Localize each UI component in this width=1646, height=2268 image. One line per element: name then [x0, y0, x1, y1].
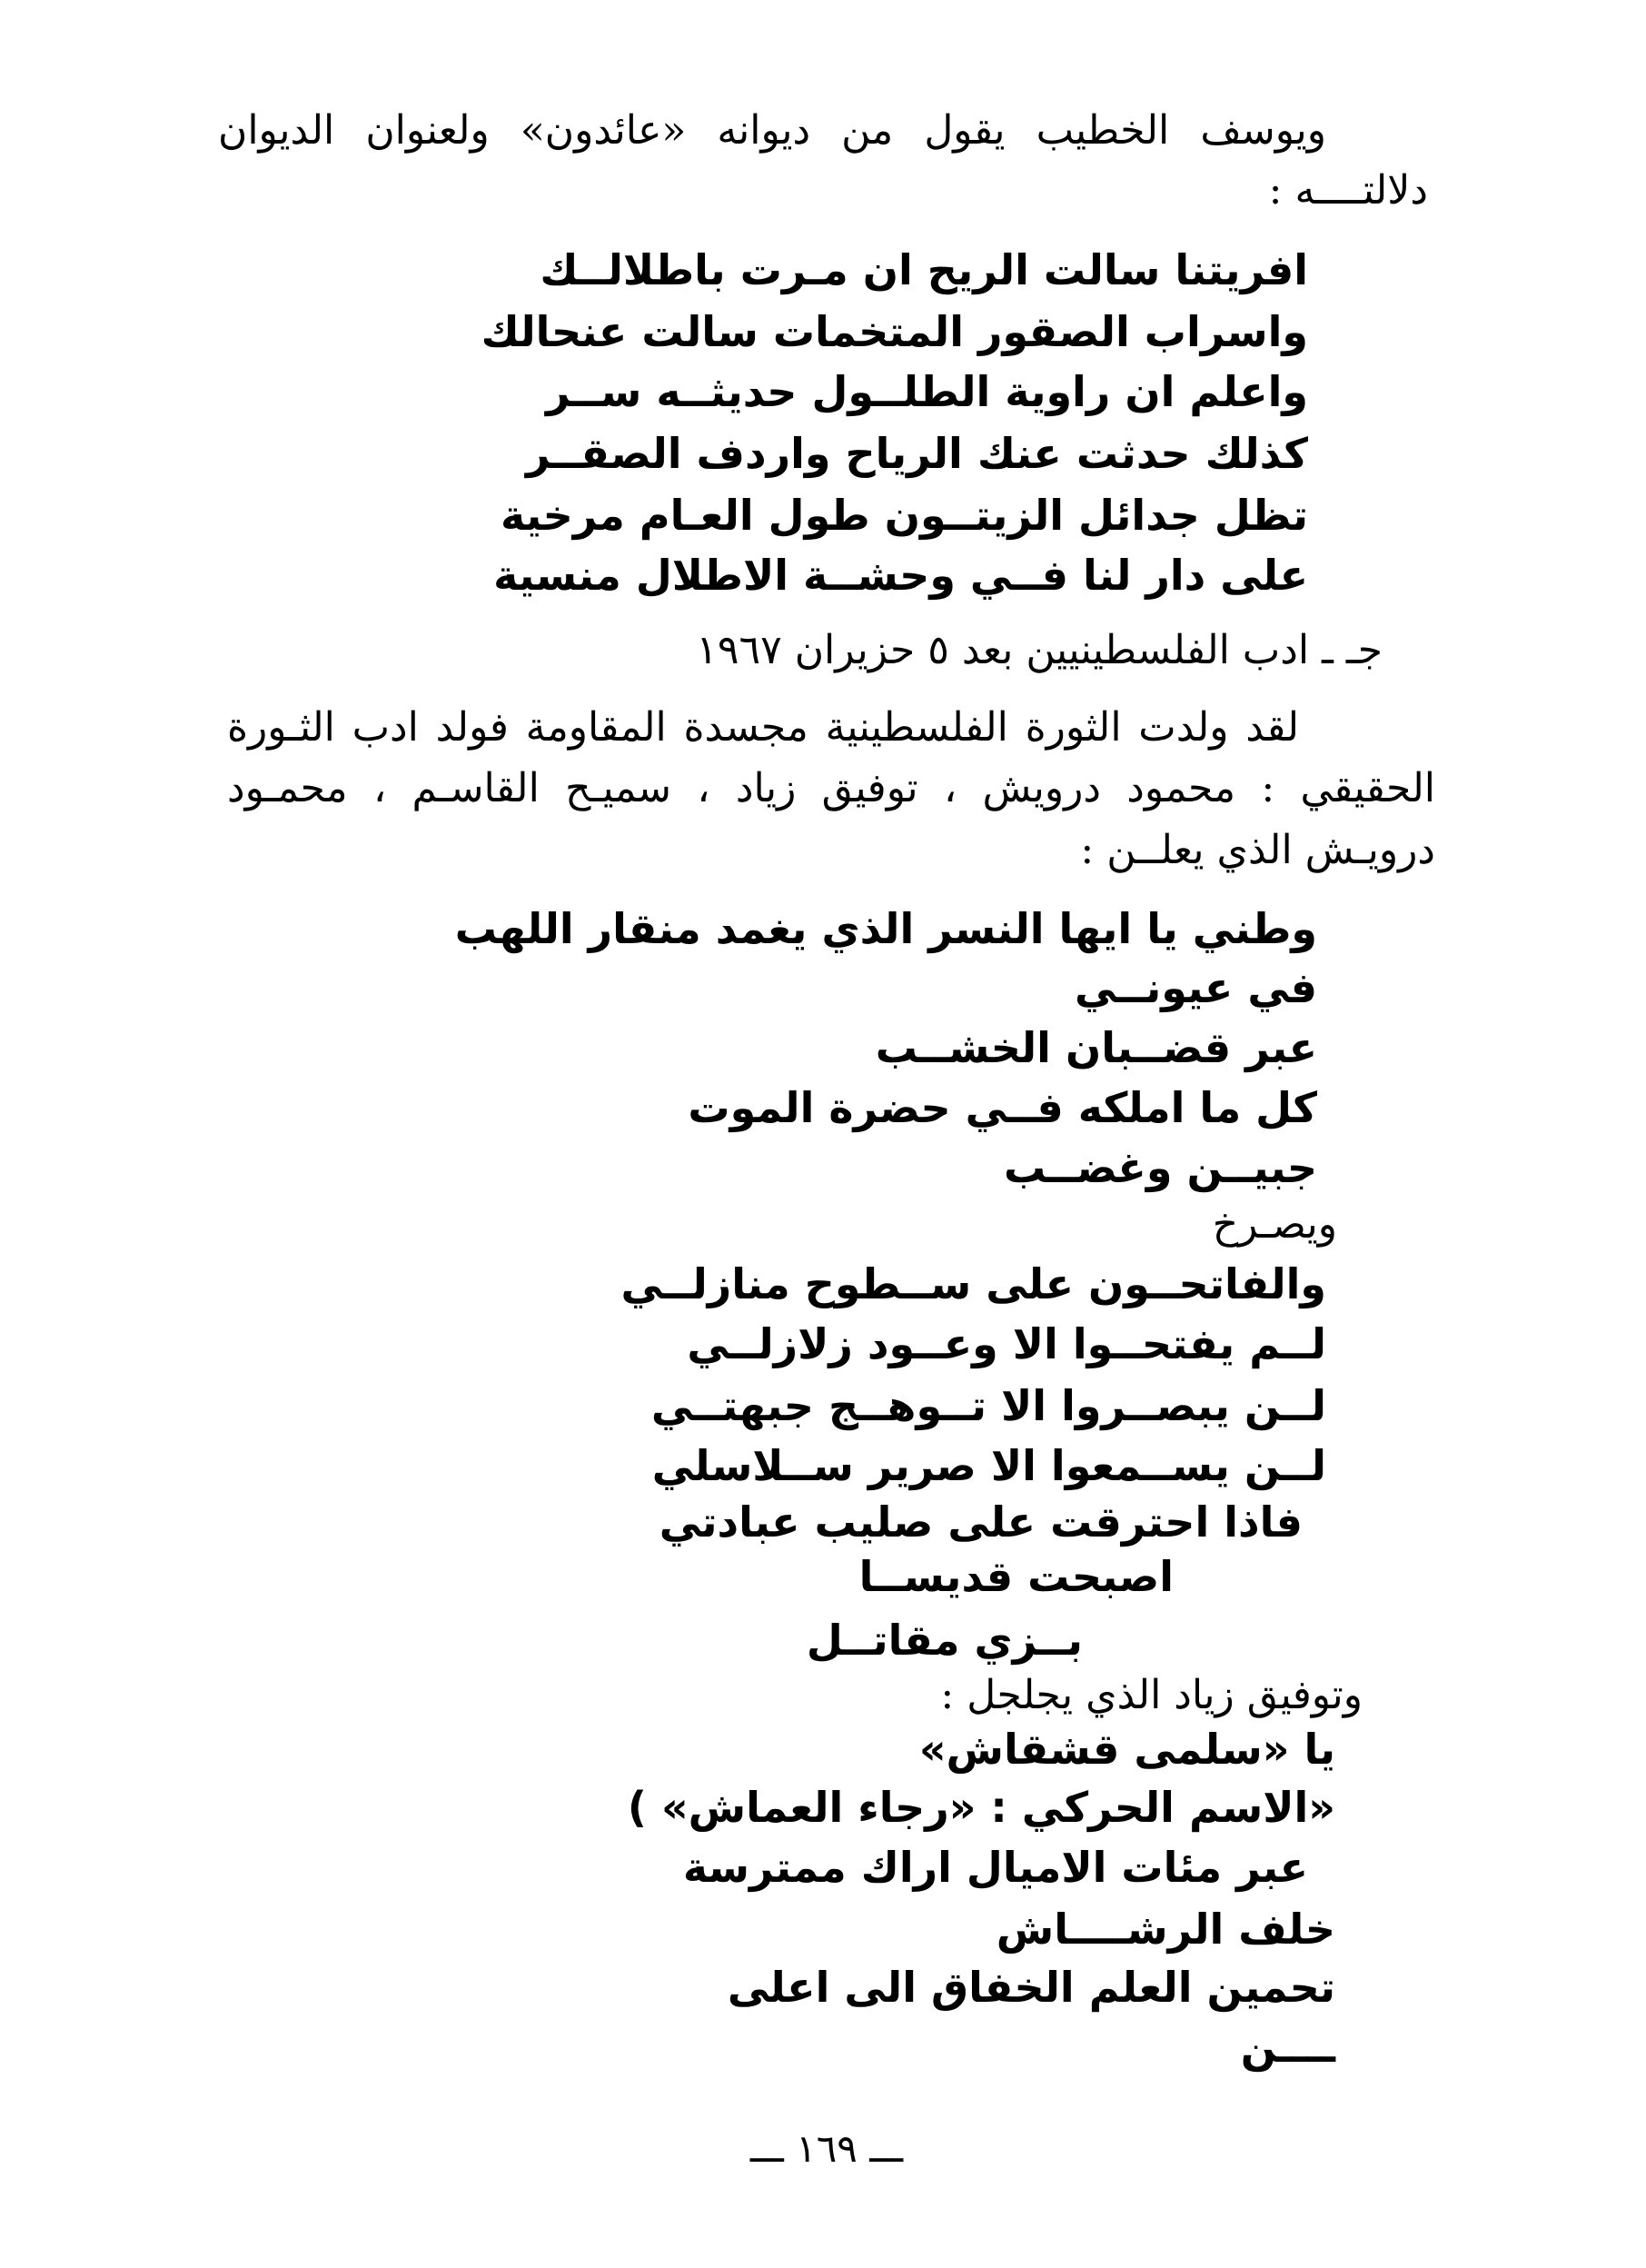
- poem2-line-2: في عيونــي: [1075, 963, 1317, 1012]
- poem1-verse-1: افريتنا سالت الريح ان مـرت باطلالــك: [540, 245, 1308, 294]
- para-line-1: لقد ولدت الثورة الفلسطينية مجسدة المقاومة فولد ادب الثـورة: [227, 704, 1299, 751]
- poem1-verse-6: على دار لنا فــي وحشــة الاطلال منسية: [493, 551, 1308, 600]
- poem2-line-5: جبيــن وغضــب: [1003, 1143, 1317, 1192]
- poem1-verse-2: واسراب الصقور المتخمات سالت عنحالك: [481, 307, 1308, 356]
- yasrukh-line: ويصـرخ: [1212, 1201, 1337, 1248]
- poem4-line-4: خلف الرشــــاش: [996, 1905, 1335, 1954]
- poem2-line-4: كل ما املكه فــي حضرة الموت: [688, 1083, 1317, 1132]
- intro-line-2: دلالتــــه :: [1268, 167, 1428, 214]
- poem4-line-5: تحمين العلم الخفاق الى اعلى: [727, 1963, 1335, 2012]
- poem4-line-6: ــــن: [1240, 2023, 1335, 2072]
- poem4-line-1: يا «سلمى قشقاش»: [918, 1725, 1335, 1774]
- poem1-verse-5: تظل جدائل الزيتــون طول العـام مرخية: [500, 491, 1308, 540]
- poem3-line-3: لــن يبصــروا الا تــوهــج جبهتــي: [650, 1381, 1326, 1430]
- para-line-2: الحقيقي : محمود درويش ، توفيق زياد ، سميـح القاسـم ، محمـود: [227, 765, 1435, 811]
- section-heading: جـ ـ ادب الفلسطينيين بعد ٥ حزيران ١٩٦٧: [696, 627, 1383, 673]
- poem3-line-4: لــن يســمعوا الا صرير ســلاسلي: [651, 1441, 1326, 1490]
- intro-line-1: ويوسف الخطيب يقول من ديوانه «عائدون» ولعنوان الديوان: [218, 107, 1326, 154]
- poem3-line-2: لــم يفتحــوا الا وعــود زلازلــي: [687, 1319, 1326, 1368]
- poem3-line-7: بــزي مقاتــل: [806, 1616, 1083, 1665]
- poem2-line-1: وطني يا ايها النسر الذي يغمد منقار اللهب: [454, 904, 1317, 953]
- para-line-3: درويـش الذي يعلــن :: [1080, 827, 1435, 873]
- poem3-line-6: اصبحت قديســا: [858, 1552, 1174, 1601]
- poem4-line-2: «الاسم الحركي : «رجاء العماش» ): [627, 1783, 1335, 1832]
- poem4-line-3: عبر مئات الاميال اراك ممترسة: [682, 1843, 1308, 1892]
- poem1-verse-4: كذلك حدثت عنك الرياح واردف الصقــر: [526, 429, 1308, 478]
- poem1-verse-3: واعلم ان راوية الطلــول حديثــه ســر: [546, 367, 1308, 416]
- poem3-line-5: فاذا احترقت على صليب عبادتي: [659, 1497, 1303, 1547]
- tawfiq-line: وتوفيق زياد الذي يجلجل :: [940, 1672, 1363, 1718]
- poem3-line-1: والفاتحــون على ســطوح منازلــي: [620, 1259, 1326, 1308]
- poem2-line-3: عبر قضــبان الخشــب: [875, 1023, 1317, 1072]
- page-number: ـــ ١٦٩ ـــ: [749, 2126, 904, 2171]
